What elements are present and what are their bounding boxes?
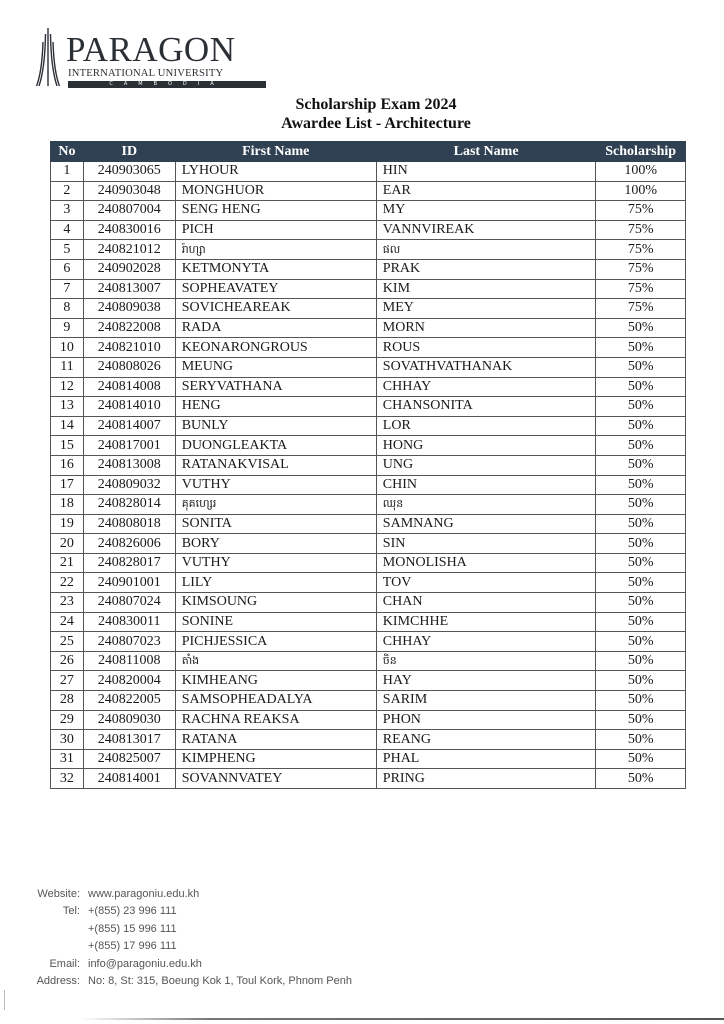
cell-last-name: SIN	[376, 534, 596, 554]
cell-scholarship: 50%	[596, 691, 686, 711]
table-row	[51, 573, 686, 593]
university-logo	[36, 26, 266, 90]
cell-scholarship: 50%	[596, 357, 686, 377]
cell-scholarship: 50%	[596, 573, 686, 593]
cell-first-name: PICH	[175, 220, 376, 240]
table-header-row	[51, 142, 686, 162]
cell-last-name: HONG	[376, 436, 596, 456]
table-row	[51, 181, 686, 201]
cell-id: 240814001	[83, 769, 175, 789]
cell-scholarship: 50%	[596, 436, 686, 456]
tel-number-1: +(855) 23 996 111	[88, 905, 177, 918]
cell-last-name: SOVATHVATHANAK	[376, 357, 596, 377]
table-row	[51, 651, 686, 671]
cell-scholarship: 50%	[596, 416, 686, 436]
cell-no: 17	[51, 475, 84, 495]
scan-edge-line	[4, 990, 5, 1010]
cell-last-name: CHHAY	[376, 377, 596, 397]
table-row	[51, 201, 686, 221]
cell-scholarship: 75%	[596, 259, 686, 279]
cell-last-name: SARIM	[376, 691, 596, 711]
cell-no: 29	[51, 710, 84, 730]
cell-last-name: PRAK	[376, 259, 596, 279]
column-header-scholarship: Scholarship	[596, 142, 686, 162]
cell-first-name: RACHNA REAKSA	[175, 710, 376, 730]
cell-no: 5	[51, 240, 84, 260]
cell-last-name: PHAL	[376, 749, 596, 769]
footer-website-row	[30, 886, 352, 903]
table-row	[51, 397, 686, 417]
table-row	[51, 495, 686, 515]
cell-id: 240814008	[83, 377, 175, 397]
table-row	[51, 436, 686, 456]
cell-first-name: LYHOUR	[175, 162, 376, 182]
cell-no: 22	[51, 573, 84, 593]
cell-id: 240813007	[83, 279, 175, 299]
cell-last-name: TOV	[376, 573, 596, 593]
cell-first-name: SONITA	[175, 514, 376, 534]
email-label: Email:	[49, 957, 80, 970]
cell-id: 240811008	[83, 651, 175, 671]
cell-id: 240817001	[83, 436, 175, 456]
cell-id: 240825007	[83, 749, 175, 769]
cell-id: 240820004	[83, 671, 175, 691]
table-row	[51, 279, 686, 299]
cell-scholarship: 100%	[596, 162, 686, 182]
table-row	[51, 749, 686, 769]
cell-scholarship: 50%	[596, 710, 686, 730]
cell-scholarship: 75%	[596, 240, 686, 260]
cell-last-name: VANNVIREAK	[376, 220, 596, 240]
cell-first-name: KIMSOUNG	[175, 593, 376, 613]
cell-no: 2	[51, 181, 84, 201]
table-row	[51, 338, 686, 358]
cell-scholarship: 50%	[596, 671, 686, 691]
cell-last-name: HAY	[376, 671, 596, 691]
table-row	[51, 259, 686, 279]
cell-first-name: BORY	[175, 534, 376, 554]
footer-address-row	[30, 973, 352, 990]
cell-no: 15	[51, 436, 84, 456]
cell-last-name: EAR	[376, 181, 596, 201]
cell-last-name: ផល	[376, 240, 596, 260]
document-title: Scholarship Exam 2024	[295, 96, 457, 113]
cell-scholarship: 50%	[596, 475, 686, 495]
column-header-id: ID	[83, 142, 175, 162]
cell-first-name: SAMSOPHEADALYA	[175, 691, 376, 711]
cell-id: 240822008	[83, 318, 175, 338]
table-row	[51, 220, 686, 240]
cell-no: 27	[51, 671, 84, 691]
cell-last-name: MY	[376, 201, 596, 221]
cell-no: 11	[51, 357, 84, 377]
cell-last-name: MEY	[376, 299, 596, 319]
cell-no: 26	[51, 651, 84, 671]
cell-id: 240809038	[83, 299, 175, 319]
footer-tel-row-3	[30, 938, 352, 955]
cell-last-name: KIM	[376, 279, 596, 299]
table-row	[51, 612, 686, 632]
cell-first-name: រ៉ាហ្សា	[175, 240, 376, 260]
cell-last-name: CHIN	[376, 475, 596, 495]
contact-footer	[30, 886, 352, 990]
cell-id: 240807023	[83, 632, 175, 652]
cell-no: 16	[51, 455, 84, 475]
email-link[interactable]: info@paragoniu.edu.kh	[88, 957, 202, 970]
table-row	[51, 377, 686, 397]
bottom-divider	[80, 1018, 724, 1020]
logo-country-bar: CAMBODIA	[68, 81, 266, 88]
cell-first-name: VUTHY	[175, 553, 376, 573]
table-row	[51, 534, 686, 554]
column-header-no: No	[51, 142, 84, 162]
cell-no: 7	[51, 279, 84, 299]
cell-id: 240808018	[83, 514, 175, 534]
logo-wordmark: PARAGON	[66, 30, 236, 69]
cell-scholarship: 50%	[596, 377, 686, 397]
cell-first-name: BUNLY	[175, 416, 376, 436]
footer-email-row	[30, 956, 352, 973]
cell-no: 1	[51, 162, 84, 182]
cell-last-name: CHHAY	[376, 632, 596, 652]
cell-no: 12	[51, 377, 84, 397]
cell-first-name: KETMONYTA	[175, 259, 376, 279]
cell-scholarship: 50%	[596, 730, 686, 750]
cell-last-name: KIMCHHE	[376, 612, 596, 632]
table-row	[51, 671, 686, 691]
table-row	[51, 691, 686, 711]
cell-no: 32	[51, 769, 84, 789]
cell-scholarship: 50%	[596, 397, 686, 417]
cell-scholarship: 50%	[596, 338, 686, 358]
tel-label: Tel:	[62, 905, 80, 918]
cell-first-name: SOVICHEAREAK	[175, 299, 376, 319]
cell-scholarship: 75%	[596, 299, 686, 319]
document-subtitle: Awardee List - Architecture	[281, 115, 471, 132]
cell-no: 14	[51, 416, 84, 436]
table-row	[51, 514, 686, 534]
cell-no: 18	[51, 495, 84, 515]
column-header-last-name: Last Name	[376, 142, 596, 162]
table-row	[51, 357, 686, 377]
cell-id: 240826006	[83, 534, 175, 554]
cell-id: 240821010	[83, 338, 175, 358]
cell-no: 24	[51, 612, 84, 632]
cell-no: 30	[51, 730, 84, 750]
cell-last-name: CHAN	[376, 593, 596, 613]
cell-last-name: CHANSONITA	[376, 397, 596, 417]
table-row	[51, 632, 686, 652]
cell-id: 240821012	[83, 240, 175, 260]
table-row	[51, 710, 686, 730]
cell-last-name: SAMNANG	[376, 514, 596, 534]
cell-id: 240903065	[83, 162, 175, 182]
table-row	[51, 318, 686, 338]
cell-last-name: ROUS	[376, 338, 596, 358]
website-label: Website:	[37, 888, 80, 900]
table-row	[51, 769, 686, 789]
cell-scholarship: 100%	[596, 181, 686, 201]
cell-first-name: SERYVATHANA	[175, 377, 376, 397]
cell-id: 240813017	[83, 730, 175, 750]
cell-first-name: តាំង	[175, 651, 376, 671]
cell-id: 240809030	[83, 710, 175, 730]
cell-scholarship: 50%	[596, 632, 686, 652]
cell-no: 9	[51, 318, 84, 338]
logo-subtitle: INTERNATIONAL UNIVERSITY	[68, 68, 224, 79]
cell-first-name: KIMHEANG	[175, 671, 376, 691]
cell-scholarship: 75%	[596, 201, 686, 221]
table-row	[51, 240, 686, 260]
cell-id: 240814007	[83, 416, 175, 436]
cell-scholarship: 50%	[596, 534, 686, 554]
cell-no: 6	[51, 259, 84, 279]
cell-id: 240828017	[83, 553, 175, 573]
footer-tel-row-2	[30, 921, 352, 938]
cell-id: 240830011	[83, 612, 175, 632]
cell-no: 19	[51, 514, 84, 534]
cell-id: 240830016	[83, 220, 175, 240]
tel-number-2: +(855) 15 996 111	[88, 922, 177, 935]
cell-first-name: SOPHEAVATEY	[175, 279, 376, 299]
cell-first-name: PICHJESSICA	[175, 632, 376, 652]
cell-last-name: PHON	[376, 710, 596, 730]
cell-last-name: PRING	[376, 769, 596, 789]
cell-no: 8	[51, 299, 84, 319]
cell-no: 31	[51, 749, 84, 769]
cell-last-name: UNG	[376, 455, 596, 475]
table-row	[51, 553, 686, 573]
cell-first-name: SOVANNVATEY	[175, 769, 376, 789]
cell-first-name: RATANA	[175, 730, 376, 750]
cell-last-name: MORN	[376, 318, 596, 338]
cell-first-name: SENG HENG	[175, 201, 376, 221]
footer-tel-row	[30, 903, 352, 920]
cell-last-name: LOR	[376, 416, 596, 436]
column-header-first-name: First Name	[175, 142, 376, 162]
cell-scholarship: 50%	[596, 318, 686, 338]
table-row	[51, 162, 686, 182]
cell-first-name: KIMPHENG	[175, 749, 376, 769]
cell-last-name: REANG	[376, 730, 596, 750]
website-link[interactable]: www.paragoniu.edu.kh	[88, 888, 200, 900]
table-row	[51, 416, 686, 436]
cell-id: 240808026	[83, 357, 175, 377]
cell-first-name: គុគហ្សេរ	[175, 495, 376, 515]
cell-no: 4	[51, 220, 84, 240]
address-text: No: 8, St: 315, Boeung Kok 1, Toul Kork, Phnom Penh	[88, 974, 352, 987]
cell-id: 240822005	[83, 691, 175, 711]
cell-no: 28	[51, 691, 84, 711]
table-row	[51, 299, 686, 319]
cell-no: 20	[51, 534, 84, 554]
cell-first-name: DUONGLEAKTA	[175, 436, 376, 456]
cell-no: 23	[51, 593, 84, 613]
cell-id: 240813008	[83, 455, 175, 475]
cell-scholarship: 50%	[596, 455, 686, 475]
cell-first-name: SONINE	[175, 612, 376, 632]
cell-scholarship: 50%	[596, 514, 686, 534]
cell-last-name: HIN	[376, 162, 596, 182]
cell-id: 240809032	[83, 475, 175, 495]
table-row	[51, 593, 686, 613]
cell-scholarship: 50%	[596, 495, 686, 515]
address-label: Address:	[36, 974, 80, 987]
table-row	[51, 730, 686, 750]
cell-last-name: MONOLISHA	[376, 553, 596, 573]
cell-no: 10	[51, 338, 84, 358]
cell-first-name: LILY	[175, 573, 376, 593]
cell-id: 240807024	[83, 593, 175, 613]
cell-no: 13	[51, 397, 84, 417]
cell-scholarship: 50%	[596, 651, 686, 671]
cell-scholarship: 50%	[596, 593, 686, 613]
cell-first-name: HENG	[175, 397, 376, 417]
cell-id: 240828014	[83, 495, 175, 515]
cell-first-name: MEUNG	[175, 357, 376, 377]
cell-no: 3	[51, 201, 84, 221]
table-row	[51, 455, 686, 475]
cell-id: 240814010	[83, 397, 175, 417]
tel-number-3: +(855) 17 996 111	[88, 940, 177, 953]
cell-first-name: RADA	[175, 318, 376, 338]
cell-scholarship: 50%	[596, 769, 686, 789]
cell-first-name: VUTHY	[175, 475, 376, 495]
cell-id: 240901001	[83, 573, 175, 593]
cell-scholarship: 50%	[596, 553, 686, 573]
cell-first-name: KEONARONGROUS	[175, 338, 376, 358]
table-row	[51, 475, 686, 495]
cell-no: 25	[51, 632, 84, 652]
cell-scholarship: 75%	[596, 220, 686, 240]
cell-first-name: RATANAKVISAL	[175, 455, 376, 475]
cell-last-name: ឈុន	[376, 495, 596, 515]
cell-scholarship: 75%	[596, 279, 686, 299]
cell-scholarship: 50%	[596, 612, 686, 632]
awardee-table	[50, 141, 686, 789]
cell-id: 240902028	[83, 259, 175, 279]
cell-first-name: MONGHUOR	[175, 181, 376, 201]
cell-no: 21	[51, 553, 84, 573]
cell-last-name: ចិន	[376, 651, 596, 671]
cell-scholarship: 50%	[596, 749, 686, 769]
logo-mark-icon	[36, 28, 60, 86]
cell-id: 240807004	[83, 201, 175, 221]
cell-id: 240903048	[83, 181, 175, 201]
